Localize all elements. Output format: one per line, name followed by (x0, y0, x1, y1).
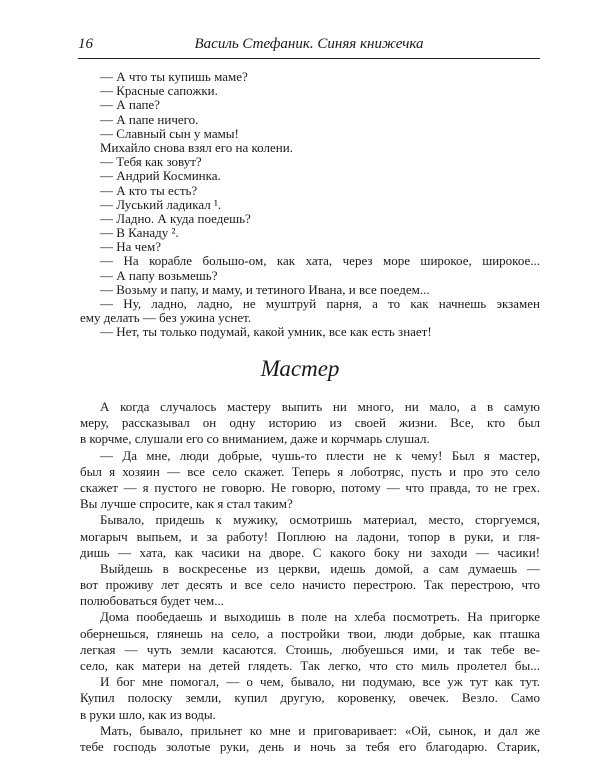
running-header (78, 36, 540, 56)
text-line: — В Канаду ². (100, 225, 179, 241)
text-line: был я хозяин — все село скажет. Теперь я лоботряс, пусть и про это село (80, 463, 540, 479)
text-line: — А папу возьмешь? (100, 267, 218, 283)
text-line: — На корабле большо-ом, как хата, через море широкое, широкое... (100, 254, 540, 269)
text-line: — Славный сын у мамы! (100, 125, 239, 141)
text-line: — Красные сапожки. (100, 83, 218, 99)
text-line: дишь — хата, как часики на дворе. С какого боку ни заходи — часики! (80, 544, 540, 560)
text-line: — А кто ты есть? (100, 182, 198, 198)
text-line: — Нет, ты только подумай, какой умник, все как есть знает! (100, 324, 432, 340)
text-line: — Луський ладикал ¹. (100, 196, 222, 212)
text-line: ему делать — без ужина уснет. (80, 310, 252, 326)
page-number: 16 (78, 36, 93, 52)
text-line: меру, рассказывал он одну историю из своей жизни. Все, кто был (80, 415, 540, 431)
text-line: — А папе ничего. (100, 111, 199, 127)
story-title: Мастер (260, 356, 340, 381)
text-line: — Возьму и папу, и маму, и тетиного Ивана, и все поедем... (100, 281, 430, 297)
text-line: вот проживу лет десять и все село начисто перестрою. Так перестрою, что (80, 577, 540, 593)
story-body (80, 399, 540, 755)
text-line: Выйдешь в воскресенье из церкви, идешь домой, а сам думаешь — (100, 560, 540, 576)
text-line: легкая — чуть земли касаются. Стоишь, любуешься ими, и так тебе ве- (80, 641, 540, 657)
text-line: И бог мне помогал, — о чем, бывало, ни подумаю, все уж тут как тут. (100, 674, 540, 690)
text-line: скажет — я пустого не говорю. Не говорю, потому — что правда, то не грех. (80, 479, 540, 495)
text-line: — Ну, ладно, ладно, не муштруй парня, а то как начнешь экзамен (100, 297, 540, 311)
text-line: — А что ты купишь маме? (100, 69, 248, 84)
text-line: Дома пообедаешь и выходишь в поле на хлеба посмотреть. На пригорке (100, 609, 540, 625)
text-line: Бывало, придешь к мужику, осмотришь материал, место, сторгуемся, (100, 512, 540, 528)
text-line: Мать, бывало, прильнет ко мне и приговаривает: «Ой, сынок, и дал же (100, 722, 540, 738)
text-line: в руки шло, как из воды. (80, 706, 216, 722)
dialogue-section (80, 70, 540, 340)
text-line: — Тебя как зовут? (100, 154, 202, 170)
text-line: — А папе? (100, 97, 160, 113)
text-line: — На чем? (100, 239, 161, 255)
text-line: Купил полоску земли, купил другую, коровенку, овечек. Везло. Само (80, 690, 540, 706)
running-title: Василь Стефаник. Синяя книжечка (194, 36, 424, 52)
text-line: тебе господь золотые руки, день и ночь за тебя его благодарю. Старик, (80, 738, 540, 754)
text-line: — Ладно. А куда поедешь? (100, 210, 251, 226)
text-line: обернешься, глянешь на село, а постройки твои, люди добрые, как пташка (80, 625, 540, 641)
text-line: село, как матери на детей глядеть. Так легко, что сто миль пролетел бы... (80, 658, 540, 673)
text-line: Михайло снова взял его на колени. (100, 139, 293, 155)
text-line: — Да мне, люди добрые, чушь-то плести не к чему! Был я мастер, (100, 447, 540, 463)
text-line: — Андрий Косминка. (100, 168, 221, 184)
text-line: А когда случалось мастеру выпить ни много, ни мало, а в самую (100, 399, 540, 414)
text-line: полюбоваться будет чем... (80, 593, 225, 609)
text-line: Вы лучше спросите, как я стал таким? (80, 496, 293, 512)
header-rule (78, 58, 540, 59)
text-line: в корчме, слушали его со вниманием, даже и корчмарь слушал. (80, 431, 430, 447)
text-line: могарыч выпьем, и за работу! Поплюю на ладони, топор в руки, и гля- (80, 528, 540, 544)
